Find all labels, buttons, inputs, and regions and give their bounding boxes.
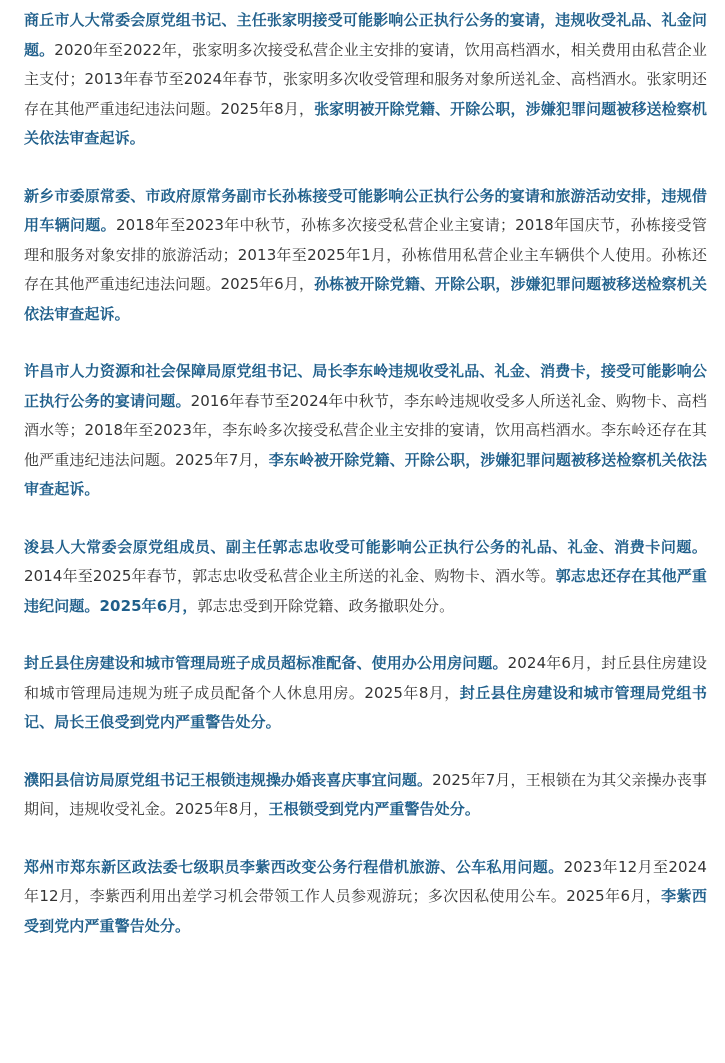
case-paragraph-junxian [24,533,707,622]
case-paragraph-zhengzhou [24,853,707,942]
case-detail: 2023年12月至2024年12月，李紫西利用出差学习机会带领工作人员参观游玩；多次因私使用公车。2025年6月， [24,857,707,905]
case-detail: 2025年7月，王根锁在为其父亲操办丧事期间，违规收受礼金。2025年8月， [24,770,708,818]
case-paragraph-xuchang [24,357,707,505]
case-result: 李东岭被开除党籍、开除公职，涉嫌犯罪问题被移送检察机关依法审查起诉。 [24,450,707,498]
case-heading: 封丘县住房建设和城市管理局班子成员超标准配备、使用办公用房问题。 [24,654,508,672]
case-result: 李紫西受到党内严重警告处分。 [24,887,707,935]
case-detail: 2020年至2022年，张家明多次接受私营企业主安排的宴请，饮用高档酒水，相关费用由私营企业主支付；2013年春节至2024年春节，张家明多次收受管理和服务对象所送礼金、高档酒水。张家明还存在其他严重违纪违法问题。2025年8月， [24,40,708,118]
case-result: 封丘县住房建设和城市管理局党组书记、局长王俍受到党内严重警告处分。 [24,683,707,731]
case-heading: 许昌市人力资源和社会保障局原党组书记、局长李东岭违规收受礼品、礼金、消费卡，接受可能影响公正执行公务的宴请问题。 [24,362,707,410]
case-paragraph-shangqiu [24,6,707,154]
case-detail: 2016年春节至2024年中秋节，李东岭违规收受多人所送礼金、购物卡、高档酒水等；2018年至2023年，李东岭多次接受私营企业主安排的宴请，饮用高档酒水。李东岭还存在其他严重违纪违法问题。2025年7月， [24,391,707,469]
case-heading: 新乡市委原常委、市政府原常务副市长孙栋接受可能影响公正执行公务的宴请和旅游活动安排，违规借用车辆问题。 [24,186,707,234]
case-heading: 浚县人大常委会原党组成员、副主任郭志忠收受可能影响公正执行公务的礼品、礼金、消费卡问题。 [24,537,707,556]
case-heading: 商丘市人大常委会原党组书记、主任张家明接受可能影响公正执行公务的宴请，违规收受礼品、礼金问题。 [24,11,707,59]
case-result: 张家明被开除党籍、开除公职，涉嫌犯罪问题被移送检察机关依法审查起诉。 [24,99,707,147]
case-note: 郭志忠还存在其他严重违纪问题。2025年6月， [24,567,707,615]
case-detail: 2018年至2023年中秋节，孙栋多次接受私营企业主宴请；2018年国庆节，孙栋接受管理和服务对象安排的旅游活动；2013年至2025年1月，孙栋借用私营企业主车辆供个人使用。孙栋还存在其他严重违纪违法问题。2025年6月， [24,216,707,293]
case-heading: 郑州市郑东新区政法委七级职员李紫西改变公务行程借机旅游、公车私用问题。 [24,857,564,876]
case-paragraph-fengqiu [24,649,707,738]
case-detail: 2024年6月，封丘县住房建设和城市管理局违规为班子成员配备个人休息用房。2025年8月， [24,654,708,702]
case-paragraph-puyang [24,766,707,825]
case-result: 孙栋被开除党籍、开除公职，涉嫌犯罪问题被移送检察机关依法审查起诉。 [24,275,707,323]
case-heading: 濮阳县信访局原党组书记王根锁违规操办婚丧喜庆事宜问题。 [24,770,433,789]
case-result: 王根锁受到党内严重警告处分。 [268,800,480,818]
case-result: 郭志忠受到开除党籍、政务撤职处分。 [197,596,455,615]
case-paragraph-xinxiang [24,182,707,330]
case-detail: 2014年至2025年春节，郭志忠收受私营企业主所送的礼金、购物卡、酒水等。 [24,567,556,585]
